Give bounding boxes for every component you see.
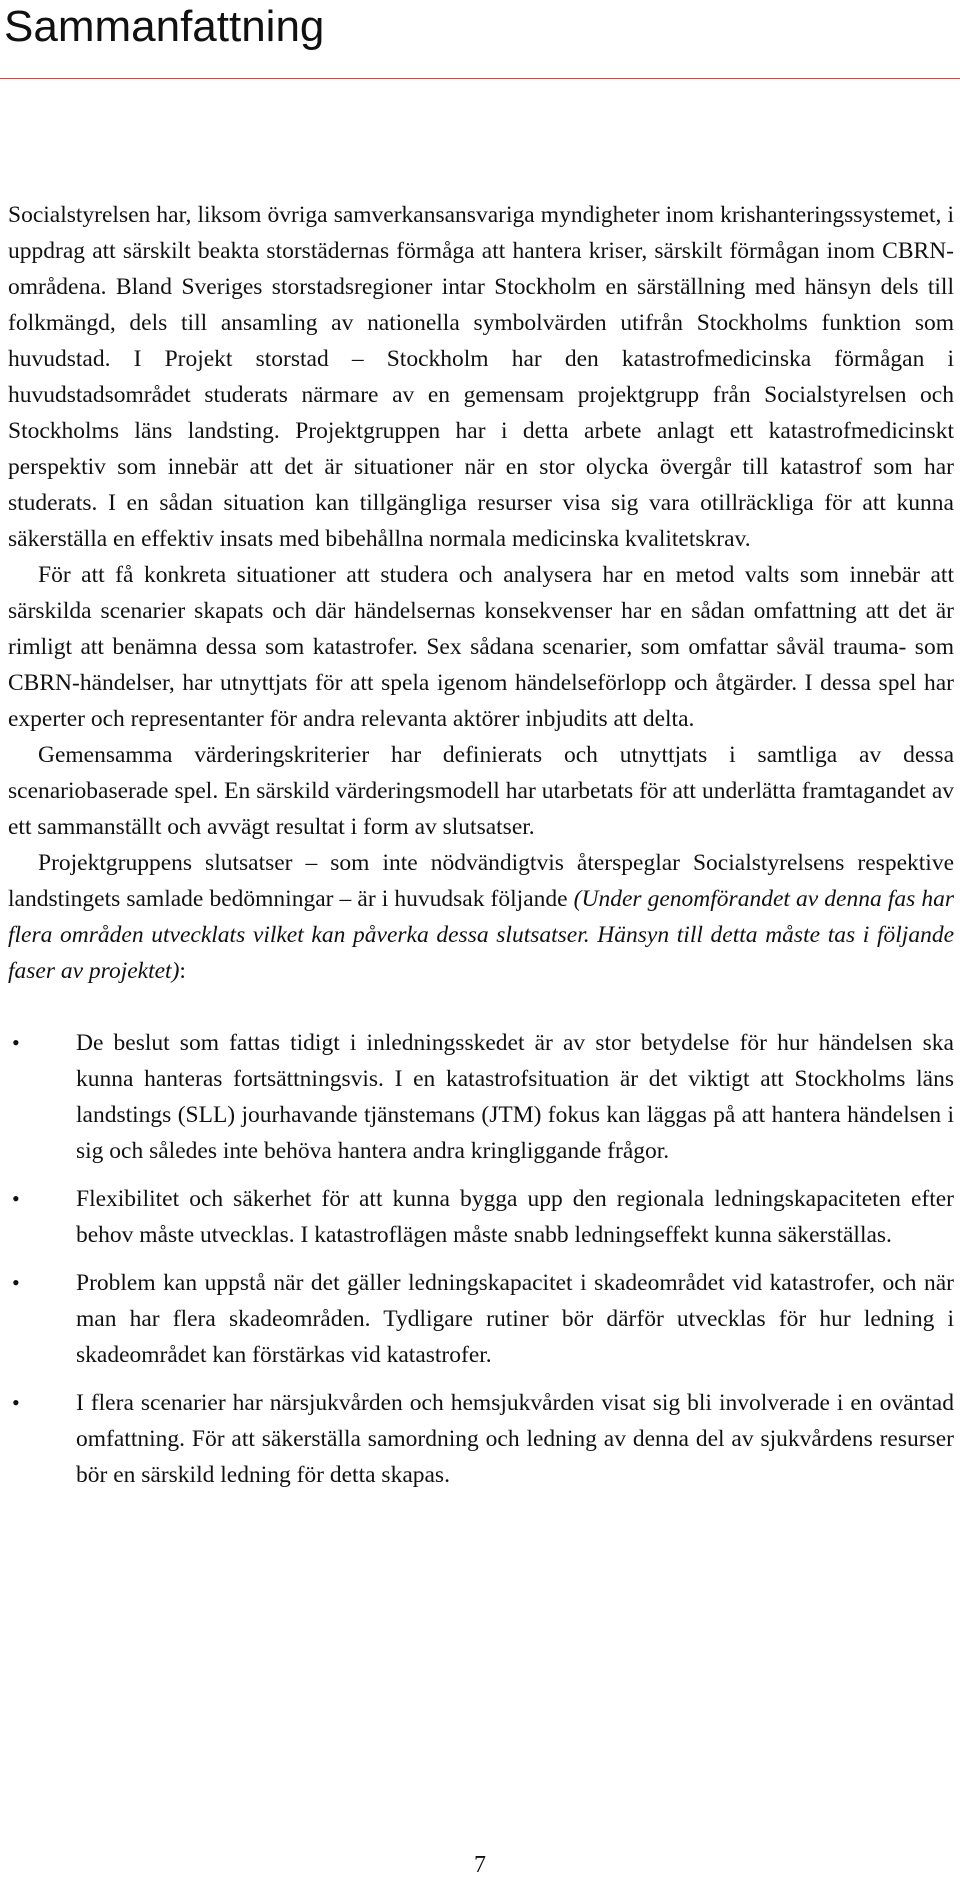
paragraph-4 [8,845,954,989]
bullet-icon: • [12,1270,20,1295]
document-body [8,197,954,1505]
paragraph-3: Gemensamma värderingskriterier har definierats och utnyttjats i samtliga av dessa scenariobaserade spel. En särskild värderingsmodell har utarbetats för att underlätta framtagandet av ett sammanställt och avvägt resultat i form av slutsatser. [8,742,954,840]
bullet-icon: • [12,1186,20,1211]
list-item [8,1181,954,1253]
paragraph-1: Socialstyrelsen har, liksom övriga samverkansansvariga myndigheter inom krishanteringssystemet, i uppdrag att särskilt beakta storstädernas förmåga att hantera kriser, särskilt förmågan inom CBRN- områdena. Bland Sveriges storstadsregioner intar Stockholm en särställning med hänsyn dels till folkmängd, dels till ansamling av nationella symbolvärden utifrån Stockholms funktion som huvudstad. I Projekt storstad – Stockholm har den katastrofmedicinska förmågan i huvudstadsområdet studerats närmare av en gemensam projektgrupp från Socialstyrelsen och Stockholms läns landsting. Projektgruppen har i detta arbete anlagt ett katastrofmedicinskt perspektiv som innebär att det är situationer när en stor olycka övergår till katastrof som har studerats. I en sådan situation kan tillgängliga resurser visa sig vara otillräckliga för att kunna säkerställa en effektiv insats med bibehållna normala medicinska kvalitetskrav. [8,202,954,552]
page-number: 7 [474,1852,486,1878]
paragraph-4-italic-note: (Under genomförandet av denna fas har flera områden utvecklats vilket kan påverka dessa slutsatser. Hänsyn till detta måste tas i följande faser av projektet) [8,886,954,984]
page-title: Sammanfattning [4,2,325,51]
paragraph-2: För att få konkreta situationer att studera och analysera har en metod valts som innebär att särskilda scenarier skapats och där händelsernas konsekvenser har en sådan omfattning att det är rimligt att benämna dessa som katastrofer. Sex sådana scenarier, som omfattar såväl trauma- som CBRN-händelser, har utnyttjats för att spela igenom händelseförlopp och åtgärder. I dessa spel har experter och representanter för andra relevanta aktörer inbjudits att delta. [8,562,954,732]
list-item-text: I flera scenarier har närsjukvården och hemsjukvården visat sig bli involverade i en oväntad omfattning. För att säkerställa samordning och ledning av denna del av sjukvårdens resurser bör en särskild ledning för detta skapas. [76,1390,954,1488]
heading-rule [0,78,960,79]
list-item [8,1265,954,1373]
bullet-icon: • [12,1030,20,1055]
bullet-icon: • [12,1390,20,1415]
paragraph-4-text: Projektgruppens slutsatser – som inte nödvändigtvis återspeglar Socialstyrelsens respektive landstingets samlade bedömningar – är i huvudsak följande [8,850,954,912]
list-item-text: De beslut som fattas tidigt i inledningsskedet är av stor betydelse för hur händelsen ska kunna hanteras fortsättningsvis. I en katastrofsituation är det viktigt att Stockholms läns landstings (SLL) jourhavande tjänstemans (JTM) fokus kan läggas på att hantera händelsen i sig och således inte behöva hantera andra kringliggande frågor. [76,1030,954,1164]
list-item [8,1025,954,1169]
conclusions-list [8,1025,954,1493]
list-item-text: Flexibilitet och säkerhet för att kunna bygga upp den regionala ledningskapaciteten efter behov måste utvecklas. I katastroflägen måste snabb ledningseffekt kunna säkerställas. [76,1186,954,1248]
list-item [8,1385,954,1493]
paragraph-4-colon: : [179,958,186,984]
list-item-text: Problem kan uppstå när det gäller ledningskapacitet i skadeområdet vid katastrofer, och när man har flera skadeområden. Tydligare rutiner bör därför utvecklas för hur ledning i skadeområdet kan förstärkas vid katastrofer. [76,1270,954,1368]
